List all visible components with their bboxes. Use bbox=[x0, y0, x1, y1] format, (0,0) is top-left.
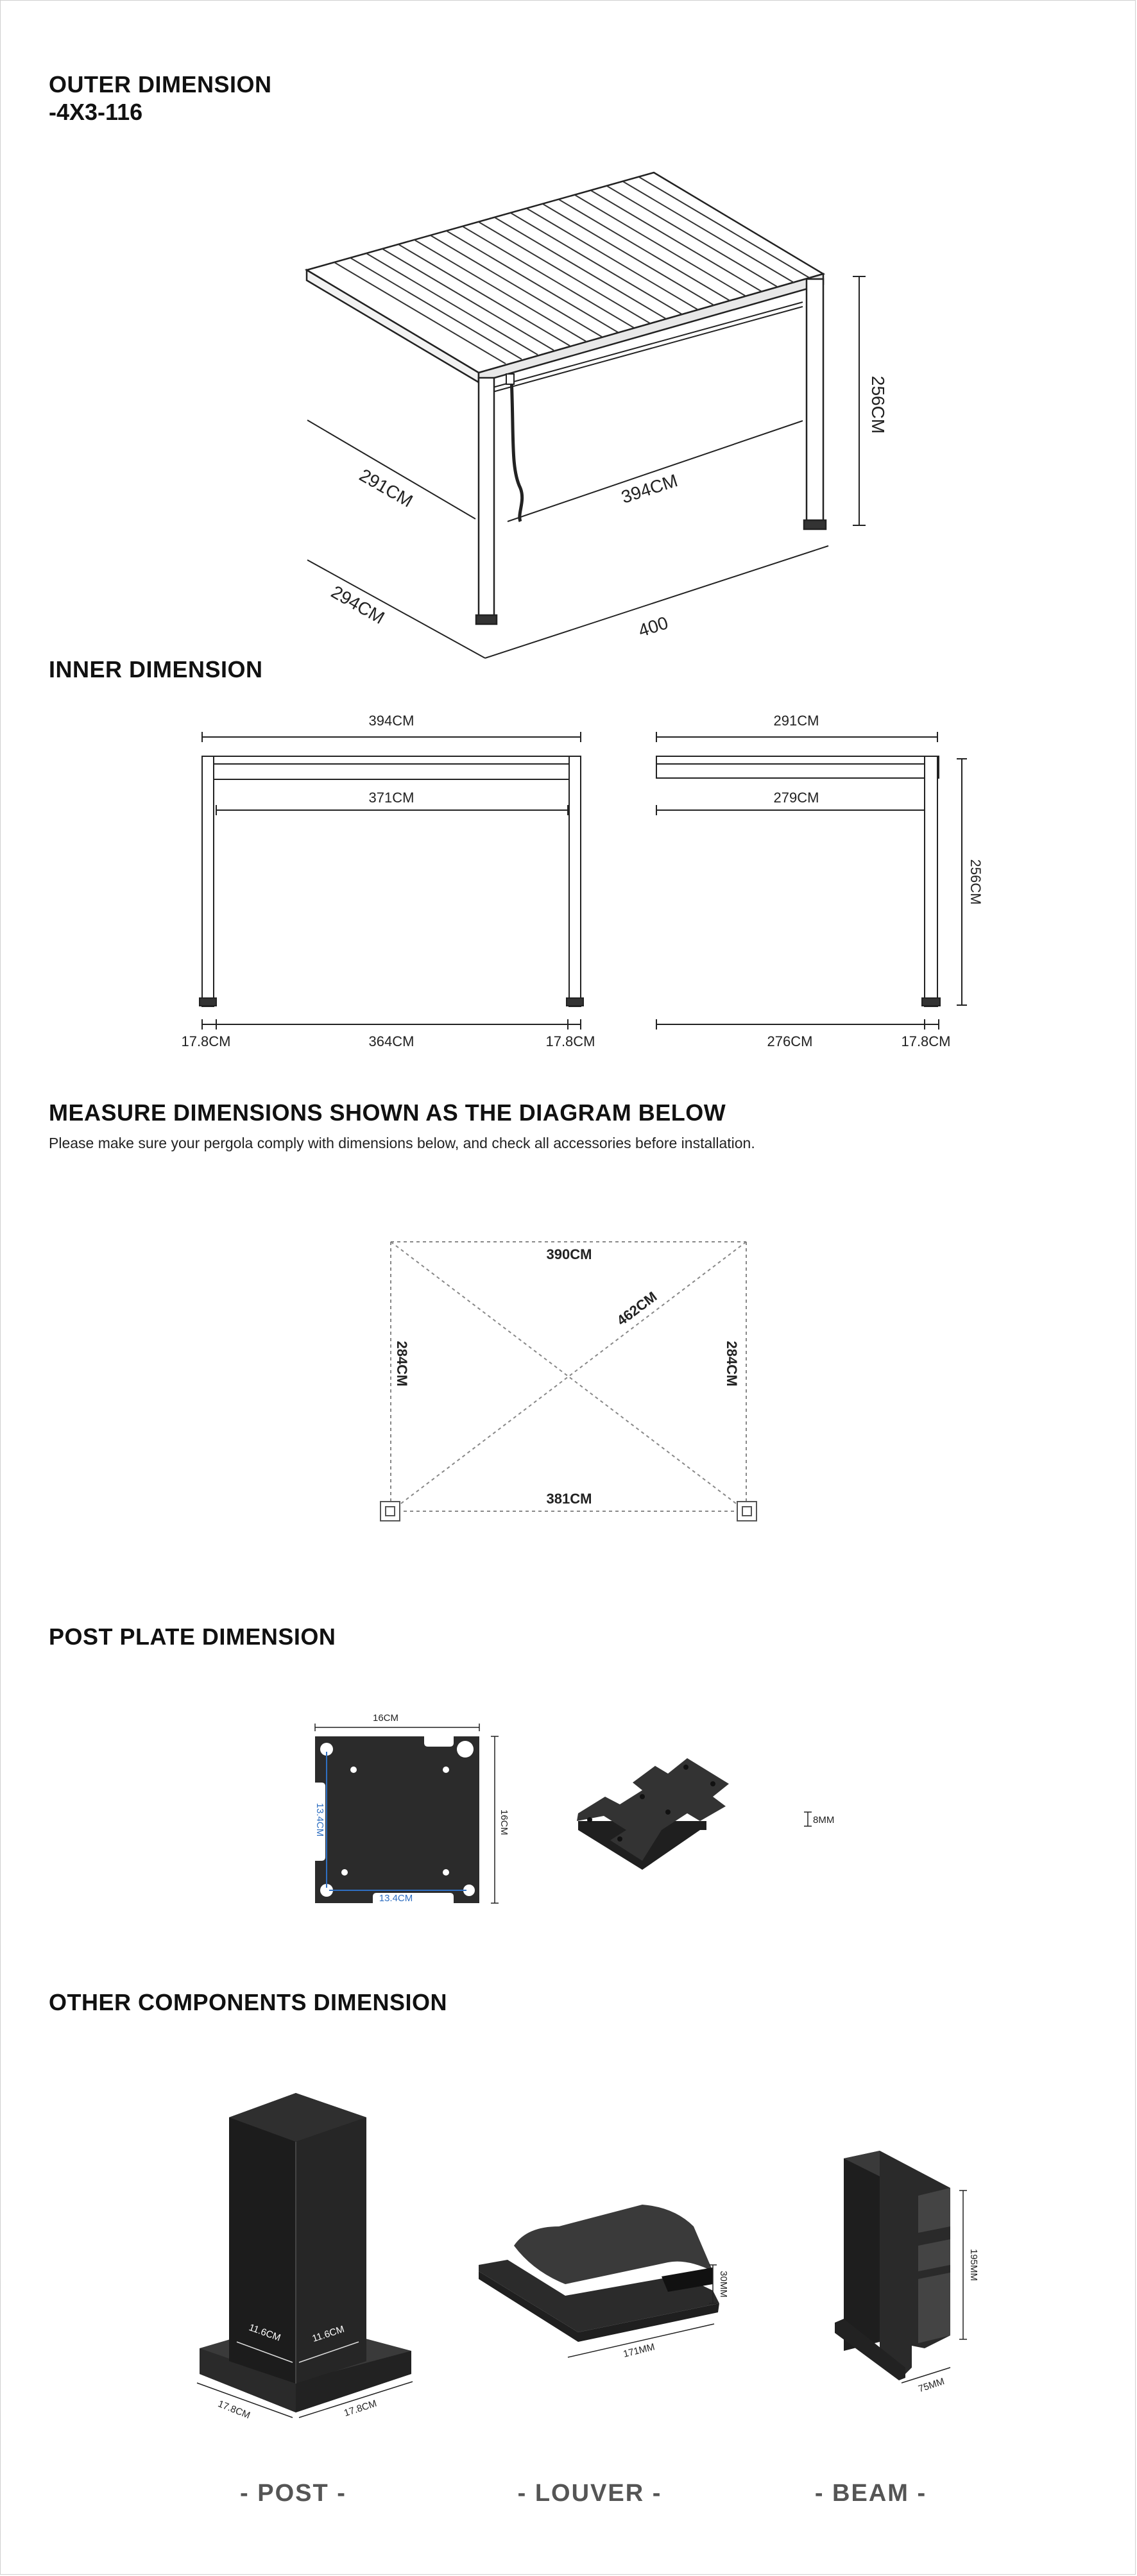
post-plate-height-label: 16CM bbox=[499, 1809, 509, 1836]
outer-width-outer-label: 400 bbox=[636, 613, 671, 641]
post-plate-iso-view bbox=[577, 1758, 729, 1870]
outer-width-inner-label: 394CM bbox=[619, 470, 680, 507]
front-mid-width-label: 371CM bbox=[368, 790, 415, 806]
measure-title: MEASURE DIMENSIONS SHOWN AS THE DIAGRAM BELOW bbox=[49, 1099, 726, 1126]
measure-left-label: 284CM bbox=[394, 1341, 410, 1387]
beam-width-label: 75MM bbox=[917, 2376, 946, 2395]
post-component bbox=[200, 2093, 411, 2412]
front-top-width-label: 394CM bbox=[368, 713, 415, 729]
post-plate-width-label: 16CM bbox=[372, 1713, 399, 1724]
post-plate-thickness-label: 8MM bbox=[813, 1815, 835, 1826]
side-view bbox=[656, 713, 984, 1049]
post-plate-title: POST PLATE DIMENSION bbox=[49, 1623, 336, 1650]
post-caption: - POST - bbox=[240, 2480, 346, 2507]
measure-diagonal-label: 462CM bbox=[613, 1288, 660, 1329]
motor-cable bbox=[511, 378, 522, 521]
side-mid-width-label: 279CM bbox=[773, 790, 819, 806]
inner-dimension-diagram bbox=[1, 700, 1137, 1059]
outer-depth-outer-label: 294CM bbox=[327, 581, 388, 628]
front-view bbox=[181, 713, 595, 1049]
beam-component bbox=[835, 2151, 950, 2380]
post-plate-hole-h-label: 13.4CM bbox=[379, 1893, 413, 1904]
components-title: OTHER COMPONENTS DIMENSION bbox=[49, 1989, 448, 2015]
outer-dimension-diagram bbox=[1, 155, 1137, 661]
post-plate-top-view bbox=[315, 1736, 479, 1903]
front-right-post-label: 17.8CM bbox=[545, 1033, 595, 1049]
measure-diagram bbox=[1, 1219, 1137, 1553]
louver-component bbox=[479, 2205, 719, 2342]
outer-height-label: 256CM bbox=[868, 375, 888, 434]
post-plate-hole-v-label: 13.4CM bbox=[314, 1802, 325, 1837]
outer-model-code: -4X3-116 bbox=[49, 99, 143, 125]
side-top-width-label: 291CM bbox=[773, 713, 819, 729]
measure-right-label: 284CM bbox=[724, 1341, 740, 1387]
side-span-label: 276CM bbox=[767, 1033, 813, 1049]
louver-width-label: 171MM bbox=[622, 2341, 656, 2360]
outer-dimension-title: OUTER DIMENSION bbox=[49, 71, 272, 97]
front-left-post-label: 17.8CM bbox=[181, 1033, 231, 1049]
measure-note: Please make sure your pergola comply with dimensions below, and check all accessories before installation. bbox=[49, 1135, 755, 1151]
post-inner-a-label: 11.6CM bbox=[247, 2321, 282, 2344]
louver-height-label: 30MM bbox=[718, 2271, 729, 2298]
inner-dimension-title: INNER DIMENSION bbox=[49, 656, 263, 682]
measure-top-label: 390CM bbox=[546, 1246, 592, 1262]
post-base-b-label: 17.8CM bbox=[343, 2398, 379, 2419]
louver-caption: - LOUVER - bbox=[517, 2480, 662, 2507]
outer-depth-inner-label: 291CM bbox=[355, 464, 416, 511]
beam-height-label: 195MM bbox=[968, 2248, 979, 2282]
measure-bottom-label: 381CM bbox=[546, 1491, 592, 1507]
beam-caption: - BEAM - bbox=[814, 2480, 927, 2507]
side-post-label: 17.8CM bbox=[901, 1033, 951, 1049]
post-base-a-label: 17.8CM bbox=[216, 2398, 252, 2421]
post-plate-diagram bbox=[1, 1694, 1137, 1912]
components-diagram bbox=[1, 2079, 1137, 2438]
front-span-label: 364CM bbox=[368, 1033, 415, 1049]
post-inner-b-label: 11.6CM bbox=[311, 2323, 346, 2344]
side-height-label: 256CM bbox=[968, 859, 984, 905]
measure-lines bbox=[391, 1242, 746, 1511]
